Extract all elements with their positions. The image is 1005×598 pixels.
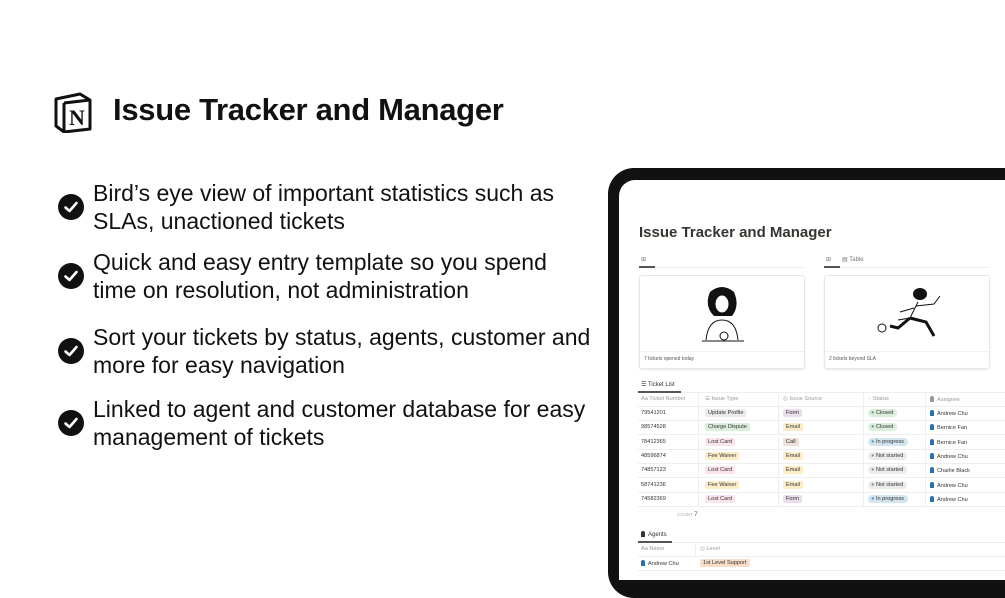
running-man-illustration bbox=[870, 286, 950, 346]
agents-tabs bbox=[638, 529, 1005, 543]
issue-type-tag: Fee Waiver bbox=[705, 452, 739, 460]
bullet-text-line: Bird’s eye view of important statistics such as bbox=[93, 180, 555, 206]
bullet-text-line: Linked to agent and customer database for easy bbox=[93, 396, 586, 422]
tab-table-label: Table bbox=[849, 257, 864, 263]
person-icon bbox=[930, 410, 934, 416]
table-row[interactable] bbox=[638, 450, 1005, 464]
person-icon bbox=[930, 496, 934, 502]
tab-agents[interactable] bbox=[641, 531, 667, 538]
notion-logo-icon bbox=[52, 91, 94, 133]
assignee[interactable]: Andrew Chu bbox=[937, 496, 968, 503]
assignee[interactable]: Charlie Black bbox=[937, 468, 970, 475]
issue-source-tag: Form bbox=[783, 409, 802, 417]
tab-table[interactable]: ▤ Table bbox=[842, 257, 864, 263]
assignee[interactable]: Andrew Chu bbox=[937, 411, 968, 417]
table-row[interactable] bbox=[638, 464, 1005, 478]
column-header[interactable]: Aa Name bbox=[641, 546, 665, 552]
bullet-text-line: time on resolution, not administration bbox=[93, 277, 469, 303]
gallery-icon[interactable]: ⊞ bbox=[641, 257, 647, 263]
bullet-text-line: more for easy navigation bbox=[93, 352, 345, 378]
ticket-list-tabs bbox=[638, 379, 1005, 393]
assignee[interactable]: Bernice Fan bbox=[937, 439, 968, 446]
ticket-number[interactable]: 58741236 bbox=[641, 481, 666, 488]
person-icon bbox=[930, 424, 934, 430]
column-header[interactable]: Aa Ticket Number bbox=[641, 396, 686, 402]
bullet-text-line: management of tickets bbox=[93, 424, 325, 450]
check-circle-icon bbox=[58, 410, 84, 436]
ticket-number[interactable]: 74582369 bbox=[641, 495, 666, 502]
gallery-view-tabs-2 bbox=[824, 254, 989, 268]
person-icon bbox=[930, 453, 934, 459]
issue-type-tag: Lost Card bbox=[705, 438, 735, 446]
card-tickets-beyond-sla[interactable] bbox=[824, 275, 990, 369]
issue-source-tag: Call bbox=[783, 438, 799, 446]
feature-bullet bbox=[58, 323, 598, 379]
column-header[interactable]: ◎ Level bbox=[700, 546, 720, 552]
gallery-view-tabs bbox=[639, 254, 804, 268]
issue-type-tag: Update Profile bbox=[705, 409, 746, 417]
card-tickets-today[interactable] bbox=[639, 275, 805, 369]
status-badge: ● Closed bbox=[868, 409, 897, 417]
status-badge: ● Closed bbox=[868, 423, 897, 431]
count-label: COUNT bbox=[677, 512, 693, 517]
assignee[interactable]: Andrew Chu bbox=[937, 482, 968, 489]
tab-label: Ticket List bbox=[647, 382, 675, 388]
assignee[interactable]: Bernice Fan bbox=[937, 425, 968, 432]
check-circle-icon bbox=[58, 338, 84, 364]
column-header[interactable]: ◎ Issue Source bbox=[783, 396, 823, 402]
person-icon bbox=[930, 482, 934, 488]
agent-level: 1st Level Support bbox=[700, 559, 750, 567]
table-header-row bbox=[638, 393, 1005, 407]
agent-row[interactable] bbox=[638, 557, 1005, 571]
count-value: 7 bbox=[694, 512, 698, 518]
page-title: Issue Tracker and Manager bbox=[113, 92, 504, 127]
agents-header-row bbox=[638, 543, 1005, 557]
person-icon bbox=[930, 467, 934, 473]
check-circle-icon bbox=[58, 263, 84, 289]
ticket-number[interactable]: 74857123 bbox=[641, 467, 666, 474]
agent-name[interactable]: Andrew Chu bbox=[648, 561, 679, 567]
ticket-number[interactable]: 98574528 bbox=[641, 424, 666, 431]
app-screen bbox=[619, 180, 1005, 580]
gallery-icon[interactable]: ⊞ bbox=[826, 257, 832, 263]
ticket-number[interactable]: 78412365 bbox=[641, 438, 666, 445]
status-badge: ● Not started bbox=[868, 452, 907, 460]
issue-type-tag: Lost Card bbox=[705, 466, 735, 474]
table-row[interactable] bbox=[638, 493, 1005, 507]
check-circle-icon bbox=[58, 194, 84, 220]
ticket-number[interactable]: 48596874 bbox=[641, 452, 666, 459]
person-icon bbox=[930, 439, 934, 445]
status-badge: ● Not started bbox=[868, 466, 907, 474]
issue-source-tag: Email bbox=[783, 466, 803, 474]
svg-text:N: N bbox=[69, 105, 85, 130]
table-row[interactable] bbox=[638, 407, 1005, 421]
ticket-number[interactable]: 79541201 bbox=[641, 410, 666, 416]
table-row[interactable] bbox=[638, 479, 1005, 493]
table-row[interactable] bbox=[638, 421, 1005, 435]
issue-source-tag: Email bbox=[783, 481, 803, 489]
status-badge: ● In progress bbox=[868, 438, 908, 446]
tab-label: Agents bbox=[648, 532, 667, 538]
column-header[interactable]: Assignee bbox=[930, 396, 960, 403]
column-header[interactable]: ◌ Status bbox=[868, 396, 889, 402]
issue-source-tag: Email bbox=[783, 452, 803, 460]
issue-source-tag: Form bbox=[783, 495, 802, 503]
issue-type-tag: Lost Card bbox=[705, 495, 735, 503]
count-footer bbox=[677, 512, 698, 518]
card-caption: 7 tickets opened today bbox=[644, 356, 695, 362]
tab-ticket-list[interactable]: ☰ Ticket List bbox=[641, 382, 675, 388]
table-row[interactable] bbox=[638, 436, 1005, 450]
feature-bullet bbox=[58, 179, 598, 235]
issue-source-tag: Email bbox=[783, 423, 803, 431]
woman-on-phone-illustration bbox=[692, 284, 752, 344]
bullet-text-line: Sort your tickets by status, agents, customer and bbox=[93, 324, 591, 350]
bullet-text-line: SLAs, unactioned tickets bbox=[93, 208, 345, 234]
bullet-text-line: Quick and easy entry template so you spend bbox=[93, 249, 547, 275]
status-badge: ● In progress bbox=[868, 495, 908, 503]
column-header[interactable]: ☰ Issue Type bbox=[705, 396, 739, 402]
app-title: Issue Tracker and Manager bbox=[639, 224, 832, 241]
card-caption: 2 tickets beyond SLA bbox=[829, 356, 876, 362]
issue-type-tag: Charge Dispute bbox=[705, 423, 750, 431]
issue-type-tag: Fee Waiver bbox=[705, 481, 739, 489]
assignee[interactable]: Andrew Chu bbox=[937, 453, 968, 460]
feature-bullet bbox=[58, 395, 598, 451]
feature-bullet bbox=[58, 248, 598, 304]
status-badge: ● Not started bbox=[868, 481, 907, 489]
